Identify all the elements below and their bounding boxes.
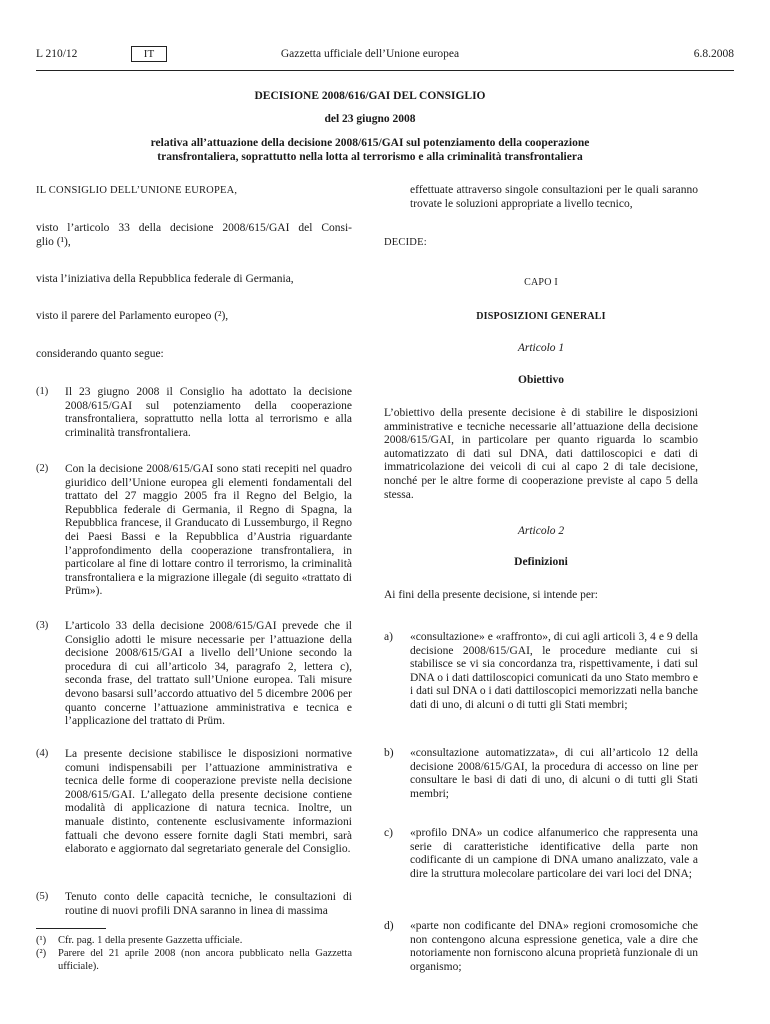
definition-letter: d)	[384, 920, 394, 932]
footnote-number: (²)	[36, 948, 47, 959]
article-1-text: L’obiettivo della presente decisione è di stabilire le disposizioni amministrative e tecniche necessarie all’attuazione della decisione 2008/615/GAI, in particolare per quanto riguarda lo scambio automatizzato di dati sul DNA, dati dattiloscopici e dati di immatricolazione dei veicoli di cui al capo 2 di tale decisione, nonché per le altre forme di cooperazione previste al capo 5 della stessa.	[384, 407, 698, 501]
footnote-text: Parere del 21 aprile 2008 (non ancora pubblicato nella Gazzetta ufficiale).	[58, 948, 352, 972]
decides-heading: DECIDE:	[384, 237, 427, 248]
page-reference: L 210/12	[36, 48, 78, 60]
recital-text: Tenuto conto delle capacità tecniche, le consultazioni di routine di nuovi profili DNA saranno in linea di massima	[65, 891, 352, 917]
citation-article-33: visto l’articolo 33 della decisione 2008/615/GAI del Consi-	[36, 222, 352, 234]
whereas-intro: considerando quanto segue:	[36, 348, 164, 360]
definition-letter: b)	[384, 747, 394, 759]
definitions-intro: Ai fini della presente decisione, si intende per:	[384, 589, 598, 601]
chapter-title: DISPOSIZIONI GENERALI	[476, 311, 606, 322]
article-1-heading: Articolo 1	[517, 342, 565, 354]
journal-title: Gazzetta ufficiale dell’Unione europea	[280, 48, 460, 60]
recital-number: (4)	[36, 748, 49, 759]
citation-article-33-cont: glio (¹),	[36, 236, 71, 248]
definition-letter: c)	[384, 827, 393, 839]
recital-number: (1)	[36, 386, 49, 397]
article-1-title: Obiettivo	[518, 374, 564, 386]
chapter-heading: CAPO I	[524, 277, 558, 288]
publication-date: 6.8.2008	[693, 48, 734, 60]
recital-5-continuation: effettuate attraverso singole consultazioni per le quali saranno trovate le soluzioni appropriate a livello tecnico,	[410, 184, 698, 210]
recital-number: (2)	[36, 463, 49, 474]
recital-text: L’articolo 33 della decisione 2008/615/GAI prevede che il Consiglio adotti le misure necessarie per l’attuazione della decisione 2008/615/GAI a livello dell’Unione secondo la procedura di cui all’articolo 34, paragrafo 2, lettera c), seconda frase, del trattato sull’Unione europea. Tali misure devono basarsi sull’accordo attuativo del 5 dicembre 2006 per quanto concerne l’attuazione amministrativa e tecnica e l’applicazione del trattato di Prüm.	[65, 620, 352, 728]
footnote-rule	[36, 928, 106, 929]
article-2-title: Definizioni	[514, 556, 568, 568]
recital-text: Il 23 giugno 2008 il Consiglio ha adottato la decisione 2008/615/GAI sul potenziamento della cooperazione transfrontaliera, soprattutto nella lotta al terrorismo e alla criminalità transfrontaliera.	[65, 386, 352, 439]
definition-text: «consultazione automatizzata», di cui all’articolo 12 della decisione 2008/615/GAI, la procedura di accesso on line per consultare le basi di dati di uno, di alcuni o di tutti gli Stati membri;	[410, 747, 698, 800]
definition-text: «consultazione» e «raffronto», di cui agli articoli 3, 4 e 9 della decisione 2008/615/GAI, le procedure mediante cui si stabilisce se vi sia concordanza tra, rispettivamente, i dati sul DNA o i dati dattiloscopici comunicati da uno Stato membro e i dati sul DNA o i dati dattiloscopici memorizzati nella banche dati di uno, di alcuni o di tutti gli Stati membri;	[410, 631, 698, 711]
decision-subject-line-1: relativa all’attuazione della decisione 2008/615/GAI sul potenziamento della cooperazione	[150, 137, 590, 149]
decision-subject-line-2: transfrontaliera, soprattutto nella lotta al terrorismo e alla criminalità transfrontaliera	[157, 151, 583, 163]
footnote-number: (¹)	[36, 935, 47, 946]
recital-text: Con la decisione 2008/615/GAI sono stati recepiti nel quadro giuridico dell’Unione europea gli elementi fondamentali del trattato del 27 maggio 2005 fra il Regno del Belgio, la Repubblica federale di Germania, il Regno di Spagna, la Repubblica francese, il Granducato di Lussemburgo, il Regno dei Paesi Bassi e la Repubblica d’Austria riguardante l’approfondimento della cooperazione transfrontaliera, in particolare al fine di lottare contro il terrorismo, la criminalità transfrontaliera e la migrazione illegale (di seguito «trattato di Prüm»).	[65, 463, 352, 598]
definition-letter: a)	[384, 631, 393, 643]
article-2-heading: Articolo 2	[517, 525, 565, 537]
footnote-text: Cfr. pag. 1 della presente Gazzetta ufficiale.	[58, 935, 243, 946]
council-heading: IL CONSIGLIO DELL’UNIONE EUROPEA,	[36, 185, 238, 196]
recital-text: La presente decisione stabilisce le disposizioni normative comuni indispensabili per l’attuazione amministrativa e tecnica delle forme di cooperazione previste nella decisione 2008/615/GAI. L’allegato della presente decisione contiene modalità di applicazione di natura tecnica. Inoltre, un manuale distinto, contenente esclusivamente informazioni fattuali che devono essere fornite dagli Stati membri, sarà elaborato e aggiornato dal segretariato generale del Consiglio.	[65, 748, 352, 856]
header-rule	[36, 70, 734, 71]
language-badge: IT	[131, 46, 167, 62]
citation-initiative: vista l’iniziativa della Repubblica federale di Germania,	[36, 273, 294, 285]
decision-date: del 23 giugno 2008	[324, 113, 416, 125]
recital-number: (3)	[36, 620, 49, 631]
definition-text: «parte non codificante del DNA» regioni cromosomiche che non contengono alcuna espressione genetica, vale a dire che notoriamente non forniscono alcuna proprietà funzionale di un organismo;	[410, 920, 698, 973]
definition-text: «profilo DNA» un codice alfanumerico che rappresenta una serie di caratteristiche identificative della parte non codificante di un campione di DNA umano analizzato, vale a dire la struttura molecolare particolare dei vari loci del DNA;	[410, 827, 698, 880]
decision-title: DECISIONE 2008/616/GAI DEL CONSIGLIO	[254, 90, 486, 102]
recital-number: (5)	[36, 891, 49, 902]
citation-parliament-opinion: visto il parere del Parlamento europeo (²),	[36, 310, 229, 322]
